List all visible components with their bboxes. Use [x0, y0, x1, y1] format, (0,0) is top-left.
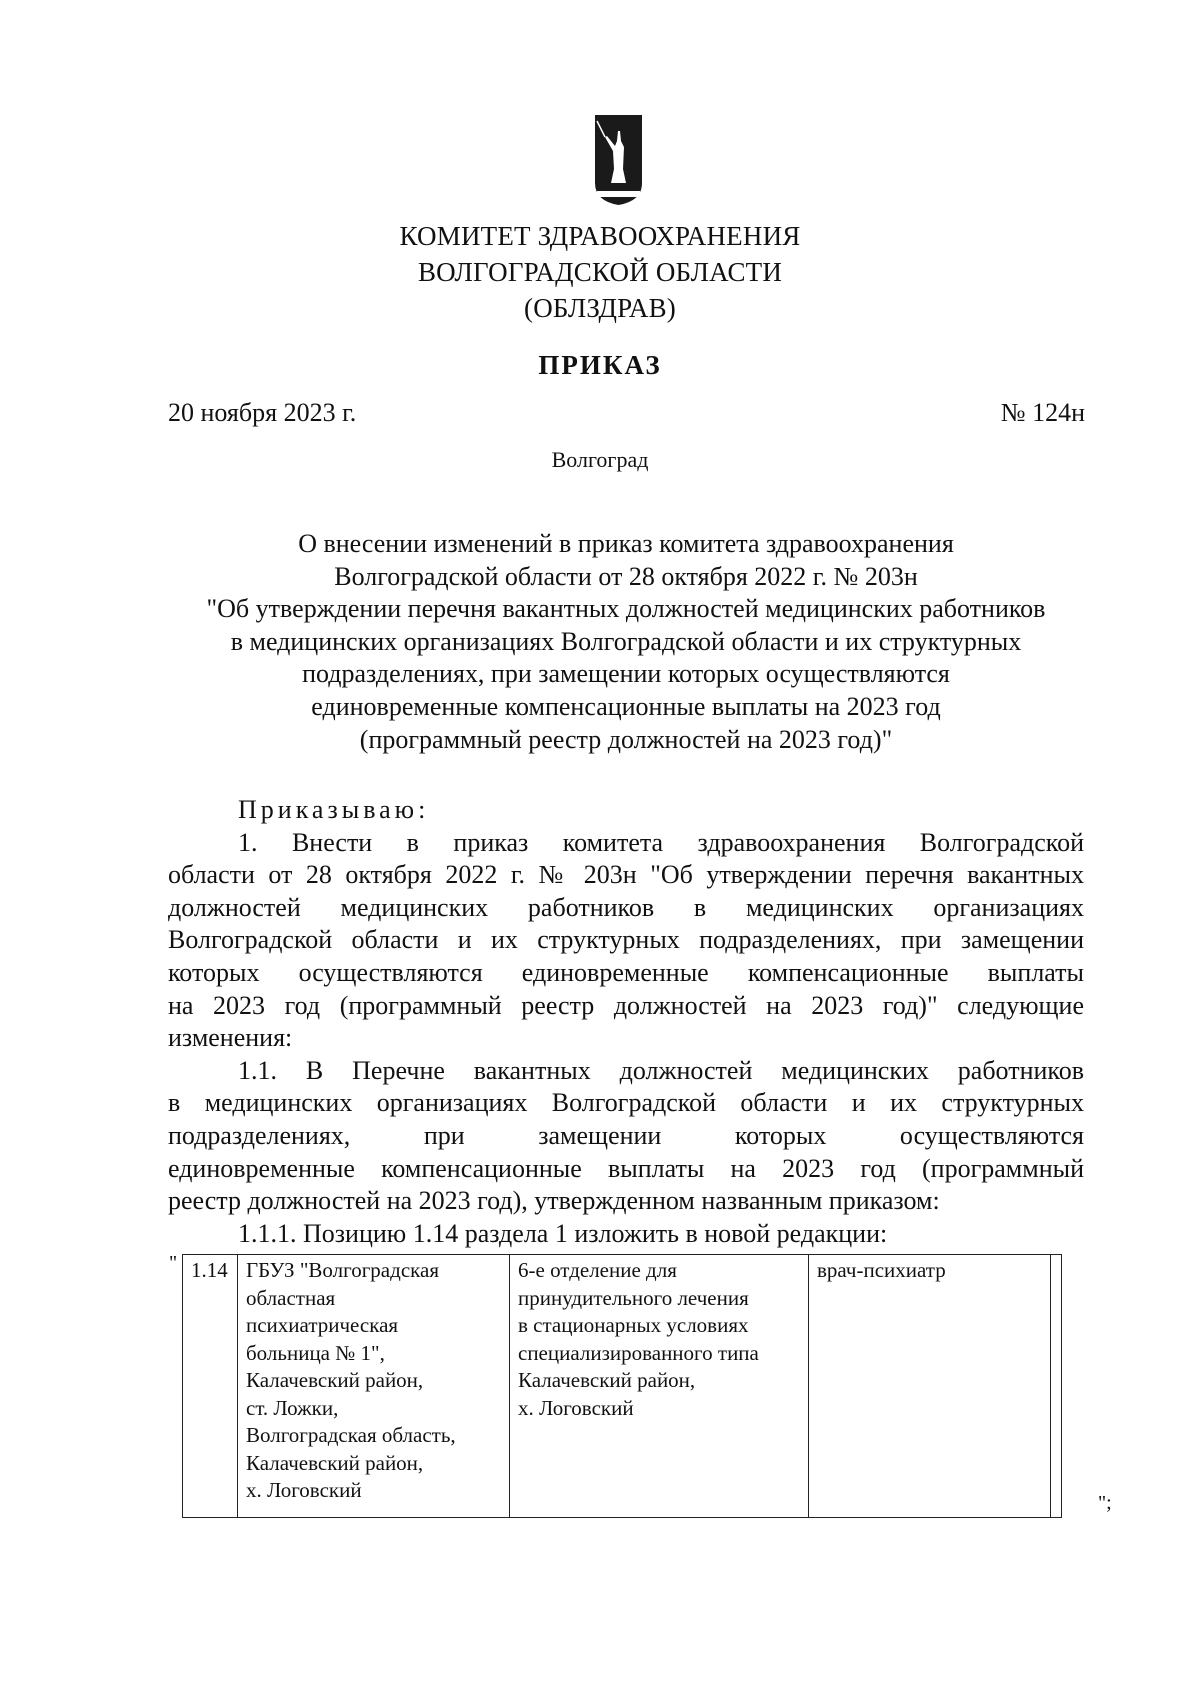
cell-line: Калачевский район, [518, 1368, 696, 1392]
order-date: 20 ноября 2023 г. [168, 398, 357, 427]
cell-line: 6-е отделение для [518, 1258, 677, 1282]
quote-open: " [169, 1252, 178, 1274]
cell-line: ГБУЗ "Волгоградская [246, 1258, 439, 1282]
org-line-3: (ОБЛЗДРАВ) [524, 293, 676, 323]
paragraph-line: Волгоградской области и их структурных подразделениях, при замещении [168, 925, 1084, 955]
cell-line: х. Логовский [518, 1395, 634, 1420]
organization-name [0, 218, 1200, 326]
cell-extra [1051, 1255, 1062, 1518]
cell-organization [238, 1255, 510, 1518]
cell-line: принудительного лечения [518, 1285, 749, 1310]
org-line-2: ВОЛГОГРАДСКОЙ ОБЛАСТИ [417, 257, 783, 287]
cell-line: в стационарных условиях [518, 1313, 749, 1337]
paragraph-1-1 [168, 1055, 1084, 1218]
subject-line: единовременные компенсационные выплаты на 2023 год [311, 691, 941, 721]
paragraph-1 [168, 827, 1084, 1055]
cell-number: 1.14 [183, 1255, 238, 1518]
cell-line: Волгоградская область, [246, 1423, 456, 1447]
order-subject [165, 528, 1087, 756]
order-number: № 124н [1000, 398, 1085, 427]
paragraph-line: должностей медицинских работников в медицинских организациях [168, 892, 1084, 922]
cell-line: Калачевский район, [246, 1368, 424, 1392]
cell-line: Калачевский район, [246, 1450, 424, 1475]
subject-line: О внесении изменений в приказ комитета здравоохранения [298, 529, 954, 558]
subject-line: в медицинских организациях Волгоградской области и их структурных [230, 626, 1022, 656]
paragraph-line: области от 28 октября 2022 г. № 203н "Об утверждении перечня вакантных [168, 860, 1084, 890]
paragraph-1-1-1: 1.1.1. Позицию 1.14 раздела 1 изложить в новой редакции: [238, 1218, 888, 1248]
table-row [183, 1255, 1062, 1518]
order-title: ПРИКАЗ [538, 350, 662, 380]
paragraph-line: на 2023 год (программный реестр должностей на 2023 год)" следующие [168, 990, 1084, 1020]
order-body [168, 794, 1084, 1250]
coat-of-arms-icon [591, 113, 646, 207]
subject-line: Волгоградской области от 28 октября 2022 г. № 203н [334, 561, 918, 591]
cell-line: областная [246, 1285, 336, 1310]
subject-line: (программный реестр должностей на 2023 год)" [359, 724, 893, 754]
paragraph-line: в медицинских организациях Волгоградской области и их структурных [168, 1088, 1084, 1118]
subject-line: "Об утверждении перечня вакантных должностей медицинских работников [206, 594, 1046, 624]
quote-close: "; [1098, 1492, 1112, 1514]
paragraph-line: реестр должностей на 2023 год), утвержденном названным приказом: [168, 1186, 940, 1216]
order-city: Волгоград [551, 447, 649, 472]
org-line-1: КОМИТЕТ ЗДРАВООХРАНЕНИЯ [399, 221, 801, 251]
paragraph-line: 1. Внести в приказ комитета здравоохранения Волгоградской [238, 827, 1084, 857]
subject-line: подразделениях, при замещении которых осуществляются [302, 659, 950, 689]
paragraph-line: подразделениях, при замещении которых осуществляются [168, 1120, 1084, 1150]
paragraph-line: 1.1. В Перечне вакантных должностей медицинских работников [238, 1055, 1084, 1085]
cell-line: ст. Ложки, [246, 1395, 339, 1420]
cell-line: специализированного типа [518, 1340, 759, 1365]
paragraph-line: единовременные компенсационные выплаты на 2023 год (программный [168, 1153, 1084, 1183]
paragraph-line: изменения: [168, 1023, 293, 1053]
order-word: Приказываю: [238, 795, 430, 824]
cell-position: врач-психиатр [809, 1255, 1051, 1518]
cell-line: психиатрическая [246, 1313, 399, 1337]
paragraph-line: которых осуществляются единовременные компенсационные выплаты [168, 957, 1084, 987]
position-table [182, 1254, 1062, 1518]
cell-line: больница № 1", [246, 1340, 385, 1365]
cell-line: х. Логовский [246, 1478, 362, 1502]
cell-unit [510, 1255, 809, 1518]
